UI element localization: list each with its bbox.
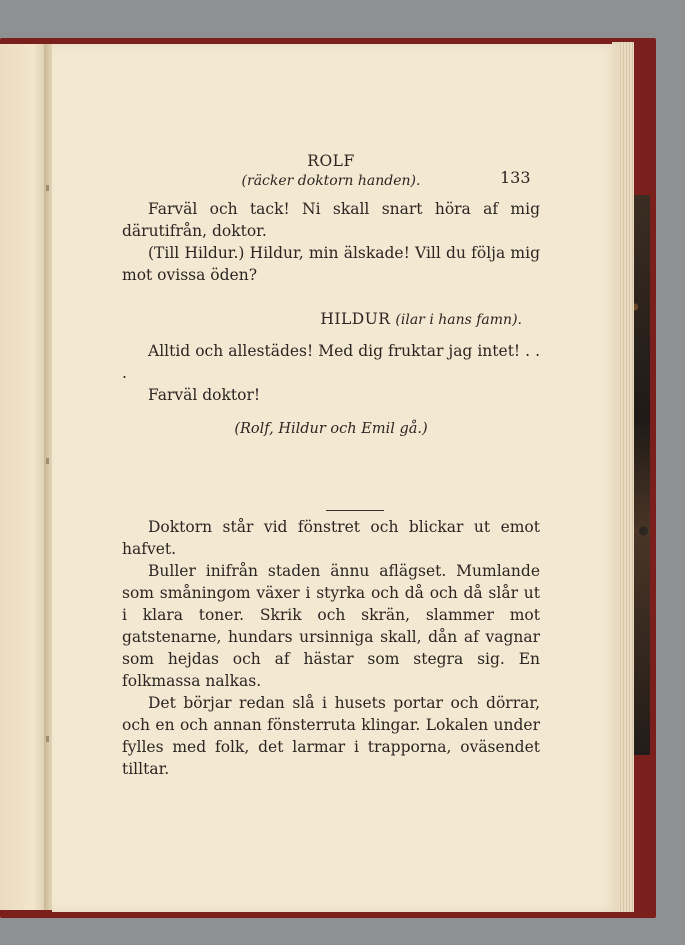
dialogue-line: Alltid och allestädes! Med dig fruktar jag intet! . . . xyxy=(122,342,540,382)
dialogue-block xyxy=(122,340,540,406)
dialogue-line: Farväl doktor! xyxy=(148,386,261,404)
page-number: 133 xyxy=(500,168,531,187)
narrative-paragraph: Det börjar redan slå i husets portar och dörrar, och en och annan fönsterruta klingar. Lokalen under fylles med folk, det larmar i trapporna, oväsendet tilltar. xyxy=(122,694,540,778)
narrative-paragraph: Doktorn står vid fönstret och blickar ut emot hafvet. xyxy=(122,518,540,558)
dialogue-line: Farväl och tack! Ni skall snart höra af mig därutifrån, doktor. xyxy=(122,200,540,240)
speaker-heading xyxy=(122,308,540,331)
stage-direction: (ilar i hans famn). xyxy=(395,312,522,328)
binding-mark xyxy=(46,736,49,742)
stage-direction: (räcker doktorn handen). xyxy=(241,173,421,189)
narrative-block xyxy=(122,516,540,780)
binding-mark xyxy=(46,185,49,191)
dialogue-block xyxy=(122,198,540,286)
section-divider xyxy=(326,510,384,511)
dialogue-line: (Till Hildur.) Hildur, min älskade! Vill du följa mig mot ovissa öden? xyxy=(122,244,540,284)
left-page xyxy=(0,44,48,910)
speaker-name: HILDUR xyxy=(320,310,391,328)
stage-direction: (Rolf, Hildur och Emil gå.) xyxy=(234,421,428,437)
binding-mark xyxy=(46,458,49,464)
speaker-name: ROLF xyxy=(307,152,355,170)
speaker-heading xyxy=(122,150,540,192)
book-page xyxy=(52,44,618,912)
narrative-paragraph: Buller inifrån staden ännu aflägset. Mumlande som småningom växer i styrka och då och då slår ut i klara toner. Skrik och skrän, slammer mot gatstenarne, hundars ursinniga skall, dån af vagnar som hejdas och af hästar som stegra sig. En folkmassa nalkas. xyxy=(122,562,540,690)
